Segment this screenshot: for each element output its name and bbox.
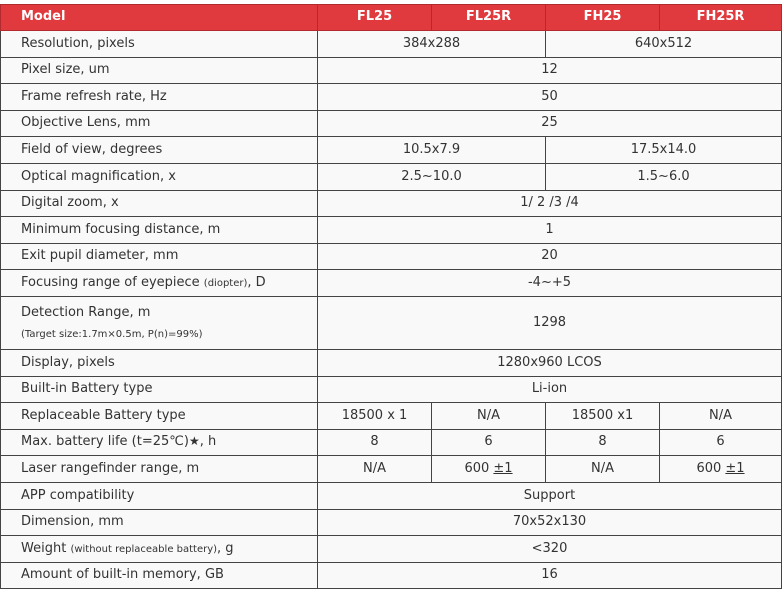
value-fl: 384x288 — [318, 31, 546, 58]
value-all: 1/ 2 /3 /4 — [318, 190, 782, 217]
param-label-main: Detection Range, m — [21, 304, 151, 320]
param-label: Optical magnification, x — [1, 163, 318, 190]
value-fl25r — [432, 456, 546, 483]
param-label: Resolution, pixels — [1, 31, 318, 58]
header-model-fl25r: FL25R — [432, 5, 546, 31]
value-tolerance: ±1 — [493, 460, 513, 476]
param-label: Frame refresh rate, Hz — [1, 84, 318, 111]
value-all: -4~+5 — [318, 270, 782, 297]
param-label-main: Max. battery life (t=25℃) — [21, 434, 189, 450]
param-label: Pixel size, um — [1, 57, 318, 84]
row-frame-rate — [1, 84, 782, 111]
param-label: Exit pupil diameter, mm — [1, 243, 318, 270]
header-row — [1, 5, 782, 31]
value-fl25: N/A — [318, 456, 432, 483]
param-label — [1, 429, 318, 456]
value-fl: 10.5x7.9 — [318, 137, 546, 164]
param-label-note: (Target size:1.7m×0.5m, P(n)=99%) — [21, 329, 203, 341]
value-all: Li-ion — [318, 376, 782, 403]
param-label: Display, pixels — [1, 349, 318, 376]
param-label-small: (diopter) — [203, 277, 248, 289]
value-all: 12 — [318, 57, 782, 84]
row-detection-range — [1, 296, 782, 349]
row-field-of-view — [1, 137, 782, 164]
row-builtin-battery — [1, 376, 782, 403]
param-label: APP compatibility — [1, 482, 318, 509]
value-all: <320 — [318, 536, 782, 563]
param-label: Amount of built-in memory, GB — [1, 562, 318, 589]
value-all: 25 — [318, 110, 782, 137]
row-pixel-size — [1, 57, 782, 84]
value-all: 20 — [318, 243, 782, 270]
param-label — [1, 270, 318, 297]
param-label: Replaceable Battery type — [1, 403, 318, 430]
value-fh25r — [660, 456, 782, 483]
row-eyepiece-focus — [1, 270, 782, 297]
param-label: Minimum focusing distance, m — [1, 217, 318, 244]
value-all: 16 — [318, 562, 782, 589]
value-fh25: N/A — [546, 456, 660, 483]
row-exit-pupil — [1, 243, 782, 270]
param-label: Laser rangefinder range, m — [1, 456, 318, 483]
header-model-label: Model — [1, 5, 318, 31]
value-all: 70x52x130 — [318, 509, 782, 536]
spec-table-container — [0, 4, 782, 589]
value-fh25r: 6 — [660, 429, 782, 456]
value-all: 1298 — [318, 296, 782, 349]
param-label — [1, 296, 318, 349]
param-label-small: (without replaceable battery) — [70, 543, 218, 555]
star-icon: ★ — [188, 434, 200, 449]
value-all: Support — [318, 482, 782, 509]
value-fh: 17.5x14.0 — [546, 137, 782, 164]
value-all: 1280x960 LCOS — [318, 349, 782, 376]
row-dimension — [1, 509, 782, 536]
value-fl: 2.5~10.0 — [318, 163, 546, 190]
row-app-compatibility — [1, 482, 782, 509]
row-min-focus-distance — [1, 217, 782, 244]
row-resolution — [1, 31, 782, 58]
row-laser-rangefinder — [1, 456, 782, 483]
value-main: 600 — [464, 460, 494, 476]
param-label: Field of view, degrees — [1, 137, 318, 164]
value-main: 600 — [696, 460, 726, 476]
row-battery-life — [1, 429, 782, 456]
row-display — [1, 349, 782, 376]
param-label: Built-in Battery type — [1, 376, 318, 403]
row-objective-lens — [1, 110, 782, 137]
value-fl25: 8 — [318, 429, 432, 456]
value-fl25r: N/A — [432, 403, 546, 430]
row-optical-magnification — [1, 163, 782, 190]
param-label: Digital zoom, x — [1, 190, 318, 217]
value-all: 1 — [318, 217, 782, 244]
header-model-fh25r: FH25R — [660, 5, 782, 31]
row-builtin-memory — [1, 562, 782, 589]
header-model-fh25: FH25 — [546, 5, 660, 31]
value-all: 50 — [318, 84, 782, 111]
param-label — [1, 536, 318, 563]
param-label: Objective Lens, mm — [1, 110, 318, 137]
param-label-main: Focusing range of eyepiece — [21, 274, 204, 290]
param-label: Dimension, mm — [1, 509, 318, 536]
value-fh25: 18500 x1 — [546, 403, 660, 430]
param-label-end: , D — [247, 274, 266, 290]
spec-table — [0, 4, 782, 589]
value-fl25r: 6 — [432, 429, 546, 456]
param-label-end: , h — [199, 434, 217, 450]
value-fh25r: N/A — [660, 403, 782, 430]
header-model-fl25: FL25 — [318, 5, 432, 31]
row-digital-zoom — [1, 190, 782, 217]
value-fh: 640x512 — [546, 31, 782, 58]
value-fl25: 18500 x 1 — [318, 403, 432, 430]
value-tolerance: ±1 — [725, 460, 745, 476]
value-fh: 1.5~6.0 — [546, 163, 782, 190]
param-label-main: Weight — [21, 540, 71, 556]
value-fh25: 8 — [546, 429, 660, 456]
row-replaceable-battery — [1, 403, 782, 430]
row-weight — [1, 536, 782, 563]
param-label-end: , g — [217, 540, 234, 556]
